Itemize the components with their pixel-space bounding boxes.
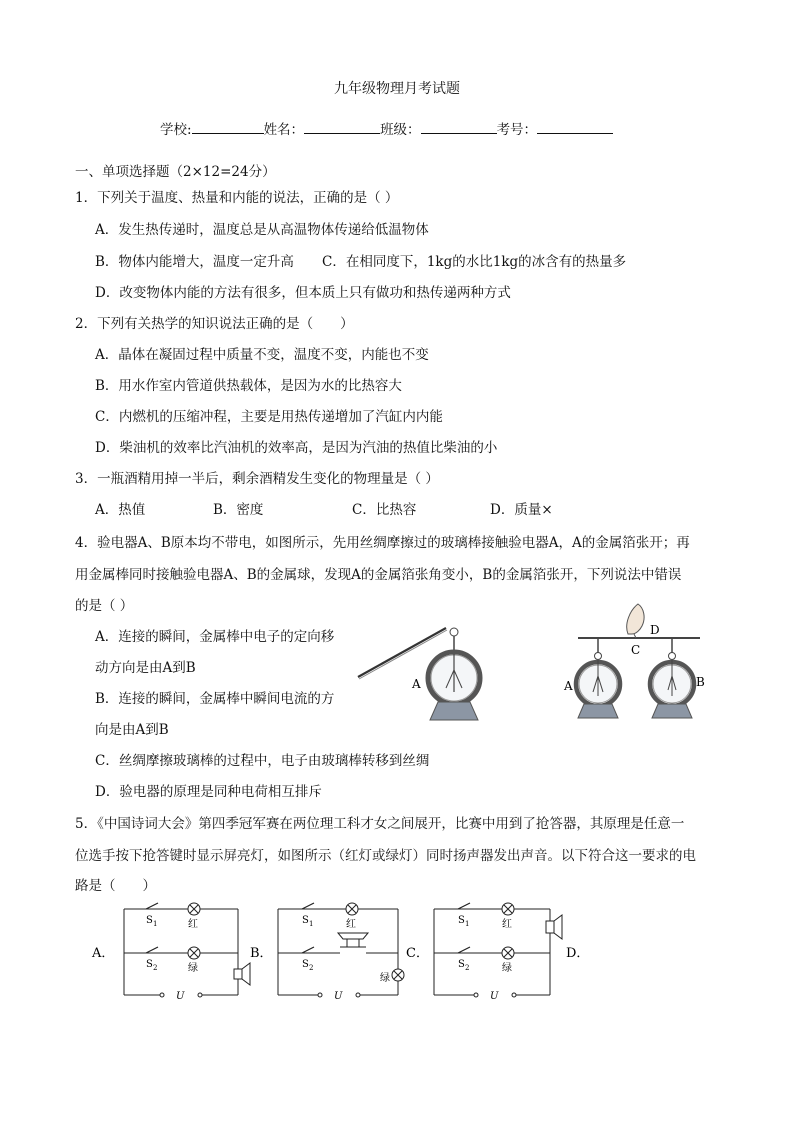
- q3-option-b: B．密度: [213, 502, 264, 518]
- q1-option-a: A．发生热传递时，温度总是从高温物体传递给低温物体: [95, 222, 429, 238]
- svg-text:S: S: [302, 915, 309, 926]
- svg-text:绿: 绿: [188, 963, 198, 974]
- school-blank[interactable]: [192, 119, 264, 134]
- q4-stem-line2: 用金属棒同时接触验电器A、B的金属球，发现A的金属箔张角变小，B的金属箔张开，下列说法中错误: [75, 567, 682, 583]
- q4-option-c: C．丝绸摩擦玻璃棒的过程中，电子由玻璃棒转移到丝绸: [95, 753, 430, 769]
- circuit-a: [91, 903, 250, 1002]
- circuit-label-c: C．: [406, 946, 429, 961]
- svg-text:2: 2: [309, 964, 314, 972]
- svg-text:红: 红: [188, 919, 198, 930]
- q2-option-d: D．柴油机的效率比汽油机的效率高，是因为汽油的热值比柴油的小: [95, 440, 498, 456]
- circuit-b: [250, 903, 404, 1002]
- svg-text:红: 红: [346, 919, 356, 930]
- q1-option-d: D．改变物体内能的方法有很多，但本质上只有做功和热传递两种方式: [95, 285, 511, 301]
- section-heading: 一、单项选择题（2×12=24分）: [75, 164, 276, 180]
- circuit-options-figure: [90, 895, 610, 1010]
- label-a: A: [564, 679, 573, 693]
- q1-option-b: B．物体内能增大，温度一定升高: [95, 254, 294, 270]
- svg-text:1: 1: [309, 920, 314, 928]
- circuit-c: [406, 903, 589, 1002]
- svg-text:1: 1: [465, 920, 470, 928]
- svg-text:S: S: [458, 915, 465, 926]
- electroscope-figure-1: [350, 622, 500, 726]
- name-label: 姓名：: [263, 122, 305, 138]
- circuit-label-b: B．: [250, 946, 273, 961]
- electroscope-figure-2: [560, 600, 710, 722]
- label-a: A: [412, 677, 421, 691]
- number-label: 考号：: [496, 122, 538, 138]
- circuit-label-a: A．: [92, 946, 115, 961]
- school-label: 学校:: [160, 122, 192, 138]
- q1-stem: 1．下列关于温度、热量和内能的说法，正确的是（ ）: [75, 190, 399, 206]
- electroscope-stand: [430, 702, 478, 720]
- q3-option-d: D．质量×: [490, 502, 553, 518]
- q2-option-a: A．晶体在凝固过程中质量不变，温度不变，内能也不变: [95, 347, 429, 363]
- svg-text:U: U: [176, 991, 185, 1002]
- svg-text:2: 2: [465, 964, 470, 972]
- svg-text:2: 2: [153, 964, 158, 972]
- q4-option-a-line2: 动方向是由A到B: [95, 660, 196, 676]
- class-blank[interactable]: [421, 119, 497, 134]
- q5-stem-line3: 路是（ ）: [75, 878, 156, 894]
- metal-ball: [450, 628, 458, 636]
- hand-icon: [627, 604, 644, 634]
- q3-option-c: C．比热容: [352, 502, 417, 518]
- label-d: D: [650, 623, 660, 637]
- q4-option-a-line1: A．连接的瞬间，金属棒中电子的定向移: [95, 629, 335, 645]
- q4-option-b-line2: 向是由A到B: [95, 722, 169, 738]
- q5-stem-line1: 5．《中国诗词大会》第四季冠军赛在两位理工科才女之间展开，比赛中用到了抢答器，其原理是任意一: [75, 816, 685, 832]
- label-b: B: [696, 675, 705, 689]
- q4-stem-line1: 4．验电器A、B原本均不带电，如图所示，先用丝绸摩擦过的玻璃棒接触验电器A，A的金属箔张开；再: [75, 535, 690, 551]
- q1-option-c: C．在相同度下，1kg的水比1kg的冰含有的热量多: [322, 254, 627, 270]
- q2-stem: 2．下列有关热学的知识说法正确的是（ ）: [75, 316, 354, 332]
- circuit-label-d: D．: [566, 946, 590, 961]
- svg-text:S: S: [146, 959, 153, 970]
- name-blank[interactable]: [304, 119, 380, 134]
- q4-option-d: D．验电器的原理是同种电荷相互排斥: [95, 784, 322, 800]
- class-label: 班级：: [380, 122, 421, 138]
- svg-text:1: 1: [153, 920, 158, 928]
- svg-text:S: S: [302, 959, 309, 970]
- svg-text:红: 红: [502, 919, 512, 930]
- svg-text:S: S: [458, 959, 465, 970]
- q4-stem-line3: 的是（ ）: [75, 598, 134, 614]
- q5-stem-line2: 位选手按下抢答键时显示屏亮灯，如图所示（红灯或绿灯）同时扬声器发出声音。以下符合这一要求的电: [75, 848, 696, 864]
- number-blank[interactable]: [537, 119, 613, 134]
- svg-text:U: U: [490, 991, 499, 1002]
- q4-option-b-line1: B．连接的瞬间，金属棒中瞬间电流的方: [95, 691, 335, 707]
- q3-option-a: A．热值: [95, 502, 146, 518]
- svg-text:绿: 绿: [502, 963, 512, 974]
- student-info-line: [160, 118, 613, 138]
- svg-text:绿: 绿: [380, 973, 390, 984]
- svg-text:U: U: [334, 991, 343, 1002]
- q2-option-c: C．内燃机的压缩冲程，主要是用热传递增加了汽缸内内能: [95, 409, 443, 425]
- q2-option-b: B．用水作室内管道供热载体，是因为水的比热容大: [95, 378, 402, 394]
- label-c: C: [631, 643, 641, 657]
- svg-text:S: S: [146, 915, 153, 926]
- q3-stem: 3．一瓶酒精用掉一半后，剩余酒精发生变化的物理量是（ ）: [75, 471, 439, 487]
- page-title: 九年级物理月考试题: [334, 81, 460, 97]
